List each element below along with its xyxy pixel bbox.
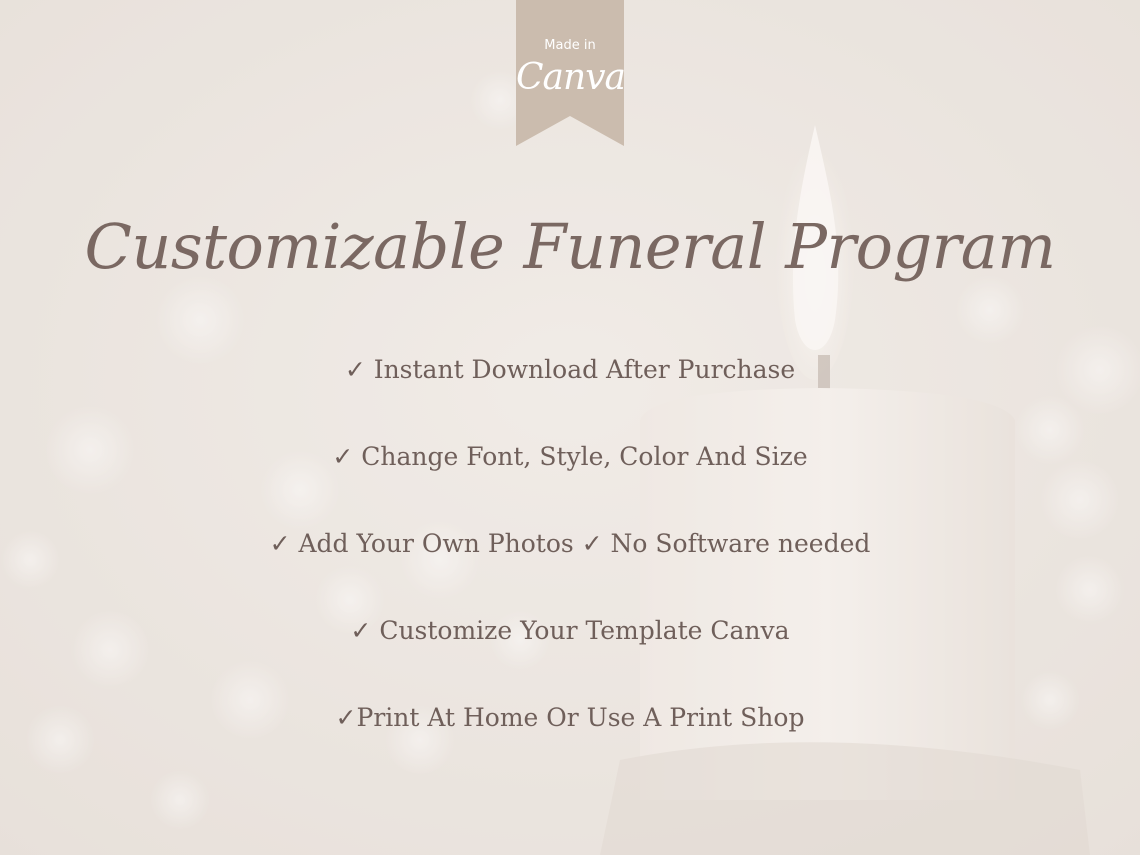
- feature-item: ✓Print At Home Or Use A Print Shop: [335, 703, 805, 732]
- feature-item: ✓ Change Font, Style, Color And Size: [332, 442, 808, 471]
- feature-item: ✓ Add Your Own Photos ✓ No Software needed: [269, 529, 871, 558]
- feature-item: ✓ Customize Your Template Canva: [350, 616, 790, 645]
- canva-logo: Canva: [516, 57, 625, 98]
- page-title: Customizable Funeral Program: [84, 210, 1056, 283]
- feature-item: ✓ Instant Download After Purchase: [344, 355, 796, 384]
- badge-made-in-label: Made in: [544, 38, 596, 53]
